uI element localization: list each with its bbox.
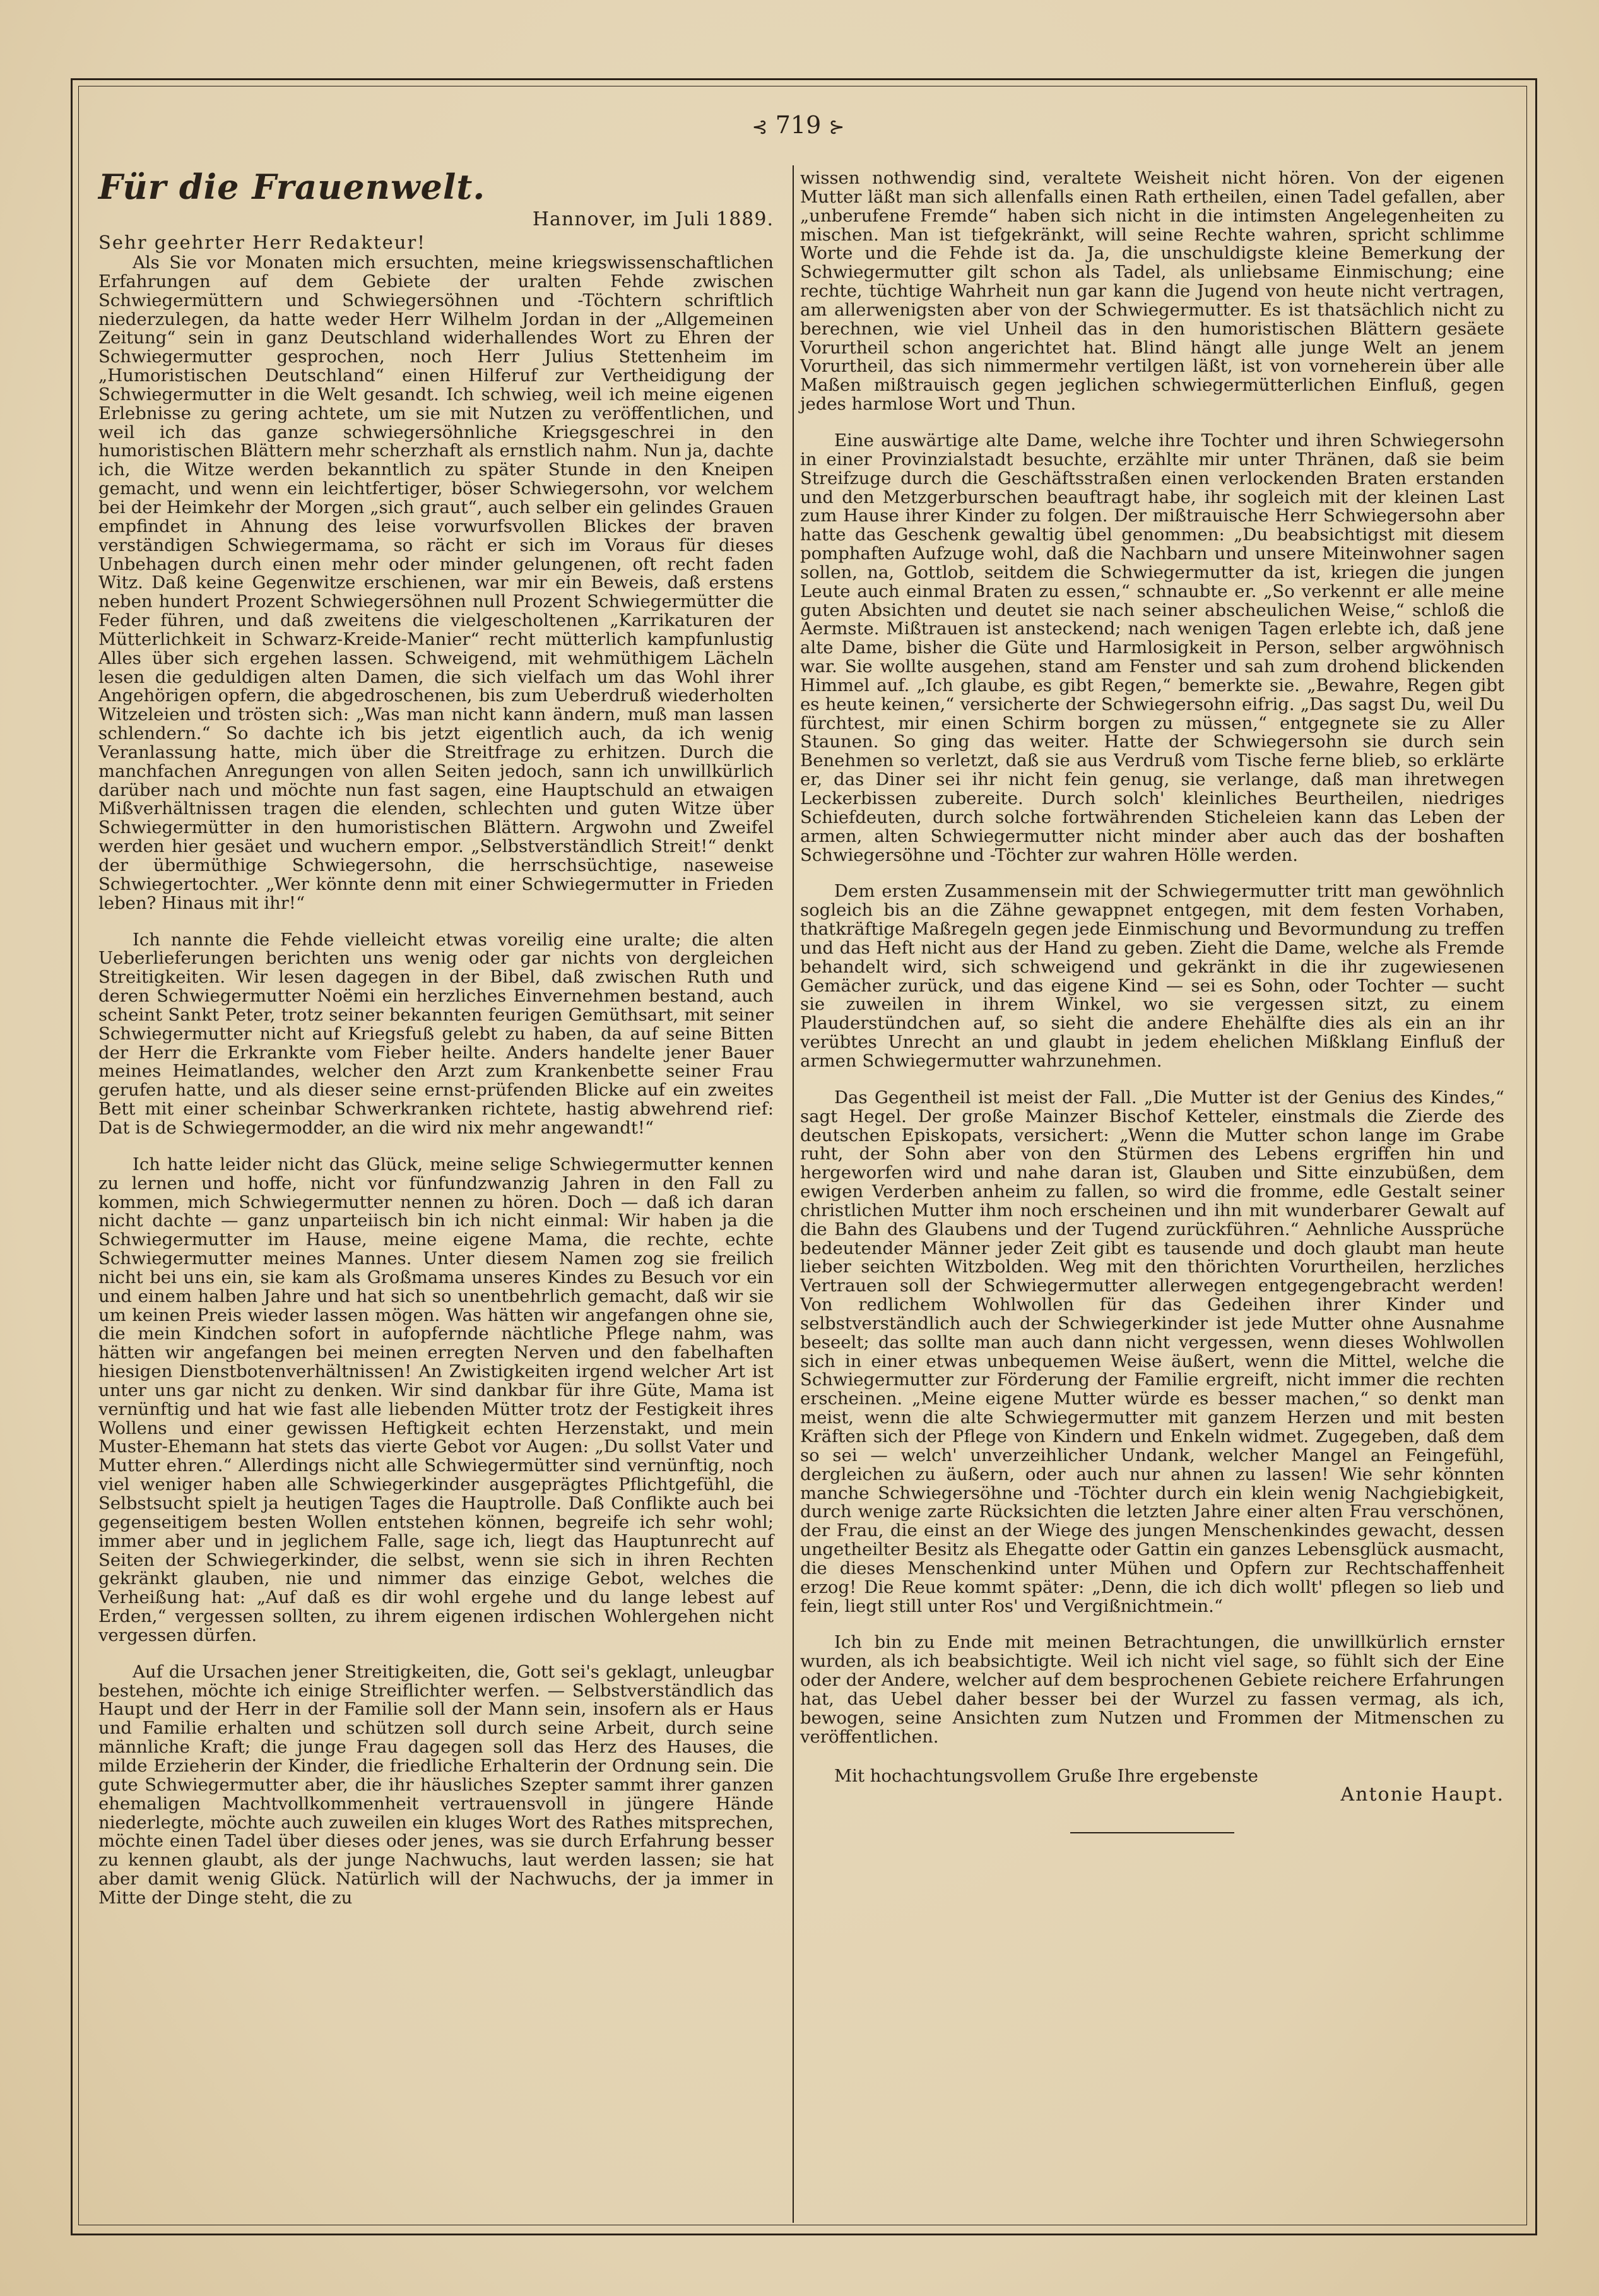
dateline: Hannover, im Juli 1889.	[532, 208, 774, 230]
end-rule	[1070, 1832, 1234, 1833]
paragraph: Ich bin zu Ende mit meinen Betrachtungen, die unwillkürlich ernster wurden, als ich beabsichtigte. Weil ich nicht viel sage, so fühlt sich der Eine oder der Andere, welcher auf dem besprochenen Gebiete reichere Erfahrungen hat, das Uebel daher besser bei der Wurzel zu fassen vermag, als ich, bewogen, seine Ansichten zum Nutzen und Frommen der Mitmenschen zu veröffentlichen.	[800, 1632, 1504, 1747]
paragraph: Auf die Ursachen jener Streitigkeiten, die, Gott sei's geklagt, unleugbar bestehen, möchte ich einige Streiflichter werfen. — Selbstverständlich das Haupt und der Herr in der Familie soll der Mann sein, insofern als er Haus und Familie erhalten und schützen soll durch seine Arbeit, durch seine männliche Kraft; die junge Frau dagegen soll das Herz des Hauses, die milde Erzieherin der Kinder, die friedliche Erhalterin der Ordnung sein. Die gute Schwiegermutter aber, die ihr häusliches Szepter sammt ihrer ganzen ehemaligen Machtvollkommenheit vertrauensvoll in jüngere Hände niederlegte, möchte auch zuweilen ein kluges Wort des Rathes mitsprechen, möchte einen Tadel über dieses oder jenes, was sie durch Erfahrung besser zu kennen glaubt, als der junge Nachwuchs, laut werden lassen; sie hat aber damit wenig Glück. Natürlich will der Nachwuchs, der ja immer in Mitte der Dinge steht, die zu	[98, 1661, 774, 1908]
left-ornament-icon: ⊰	[752, 116, 768, 138]
paragraph: Eine auswärtige alte Dame, welche ihre Tochter und ihren Schwiegersohn in einer Provinzialstadt besuchte, erzählte mir unter Thränen, daß sie beim Streifzuge durch die Geschäftsstraßen einen verlockenden Braten erstanden und den Metzgerburschen beauftragt habe, ihr sogleich mit der kleinen Last zum Hause ihrer Kinder zu folgen. Der mißtrauische Herr Schwiegersohn aber hatte das Geschenk gewaltig übel genommen: „Du beabsichtigst mit diesem pomphaften Aufzuge wohl, daß die Nachbarn und unsere Miteinwohner sagen sollen, na, Gottlob, seitdem die Schwiegermutter da ist, kriegen die jungen Leute auch einmal Braten zu essen,“ schnaubte er. „So verkennt er alle meine guten Absichten und deutet sie nach seiner abscheulichen Weise,“ schloß die Aermste. Mißtrauen ist ansteckend; nach wenigen Tagen erlebte ich, daß jene alte Dame, bisher die Güte und Harmlosigkeit in Person, selber argwöhnisch war. Sie wollte ausgehen, stand am Fenster und sah zum drohend blickenden Himmel auf. „Ich glaube, es gibt Regen,“ bemerkte sie. „Bewahre, Regen gibt es heute keinen,“ versicherte der Schwiegersohn eifrig. „Das sagst Du, weil Du fürchtest, mir einen Schirm borgen zu müssen,“ entgegnete sie zu Aller Staunen. So ging das weiter. Hatte der Schwiegersohn sie durch sein Benehmen so verletzt, daß sie aus Verdruß vom Tische ferne blieb, so erklärte er, das Diner sei ihr nicht fein genug, sie verlange, daß man ihretwegen Leckerbissen zubereite. Durch solch' kleinliches Beurtheilen, niedriges Schiefdeuten, durch solche fortwährenden Sticheleien kann das Leben der armen, alten Schwiegermutter nicht minder aber auch das der boshaften Schwiegersöhne und -Töchter zur wahren Hölle werden.	[800, 430, 1504, 865]
signature: Antonie Haupt.	[1340, 1784, 1504, 1806]
paragraph: Ich hatte leider nicht das Glück, meine selige Schwiegermutter kennen zu lernen und hoffe, nicht vor fünfundzwanzig Jahren in den Fall zu kommen, mich Schwiegermutter nennen zu hören. Doch — daß ich daran nicht dachte — ganz unparteiisch bin ich nicht einmal: Wir haben ja die Schwiegermutter im Hause, meine eigene Mama, die rechte, echte Schwiegermutter meines Mannes. Unter diesem Namen zog sie freilich nicht bei uns ein, sie kam als Großmama unseres Kindes zu Besuch vor ein und einem halben Jahre und hat sich so unentbehrlich gemacht, daß wir sie um keinen Preis wieder lassen mögen. Was hätten wir angefangen ohne sie, die mein Kindchen sofort in aufopfernde nächtliche Pflege nahm, was hätten wir angefangen bei meinen erregten Nerven und den fabelhaften hiesigen Dienstbotenverhältnissen! An Zwistigkeiten irgend welcher Art ist unter uns gar nicht zu denken. Wir sind dankbar für ihre Güte, Mama ist vernünftig und hat wie fast alle liebenden Mütter trotz der Festigkeit ihres Wollens und einer gewissen Heftigkeit echten Herzenstakt, und mein Muster-Ehemann hat stets das vierte Gebot vor Augen: „Du sollst Vater und Mutter ehren.“ Allerdings nicht alle Schwiegermütter sind vernünftig, noch viel weniger haben alle Schwiegerkinder ausgeprägtes Pflichtgefühl, die Selbstsucht spielt ja heutigen Tages die Hauptrolle. Daß Conflikte auch bei gegenseitigem besten Wollen entstehen können, begreife ich sehr wohl; immer aber und in jeglichem Falle, sage ich, liegt das Hauptunrecht auf Seiten der Schwiegerkinder, die selbst, wenn sie sich in ihren Rechten gekränkt glauben, nie und nimmer das einzige Gebot, welches die Verheißung hat: „Auf daß es dir wohl ergehe und du lange lebest auf Erden,“ vergessen sollten, zu ihrem eigenen irdischen Wohlergehen nicht vergessen dürfen.	[98, 1154, 774, 1645]
paragraph: Ich nannte die Fehde vielleicht etwas voreilig eine uralte; die alten Ueberlieferungen berichten uns wenig oder gar nichts von dergleichen Streitigkeiten. Wir lesen dagegen in der Bibel, daß zwischen Ruth und deren Schwiegermutter Noëmi ein herzliches Einvernehmen bestand, auch scheint Sankt Peter, trotz seiner bekannten feurigen Gemüthsart, mit seiner Schwiegermutter nicht auf Kriegsfuß gelebt zu haben, da auf seine Bitten der Herr die Erkrankte vom Fieber heilte. Anders handelte jener Bauer meines Heimatlandes, welcher den Arzt zum Krankenbette seiner Frau gerufen hatte, und als dieser seine ernst-prüfenden Blicke auf ein zweites Bett mit einer scheinbar Schwerkranken richtete, hastig abwehrend rief: Dat is de Schwiegermodder, an die wird nix mehr angewandt!“	[98, 929, 774, 1138]
page-number: 719	[775, 111, 822, 139]
page-number-header	[713, 106, 883, 144]
left-column	[98, 165, 774, 1908]
paragraph: Als Sie vor Monaten mich ersuchten, meine kriegswissenschaftlichen Erfahrungen auf dem Gebiete der uralten Fehde zwischen Schwiegermüttern und Schwiegersöhnen und -Töchtern schriftlich niederzulegen, da hatte weder Herr Wilhelm Jordan in der „Allgemeinen Zeitung“ sein in ganz Deutschland widerhallendes Wort zu Ehren der Schwiegermutter gesprochen, noch Herr Julius Stettenheim im „Humoristischen Deutschland“ einen Hilferuf zur Vertheidigung der Schwiegermutter in die Welt gesandt. Ich schwieg, weil ich meine eigenen Erlebnisse zu gering achtete, um sie mit Nutzen zu veröffentlichen, und weil ich das ganze schwiegersöhnliche Kriegsgeschrei in den humoristischen Blättern mehr scherzhaft als ernstlich nahm. Nun ja, dachte ich, die Witze werden bekanntlich zu später Stunde in den Kneipen gemacht, und wenn ein leichtfertiger, böser Schwiegersohn, vor welchem bei der Heimkehr der Morgen „sich graut“, auch selber ein gelindes Grauen empfindet in Ahnung des leise vorwurfsvollen Blickes der braven verständigen Schwiegermama, so rächt er sich im Voraus für dieses Unbehagen durch einen mehr oder minder gelungenen, oft recht faden Witz. Daß keine Gegenwitze erschienen, war mir ein Beweis, daß erstens neben hundert Prozent Schwiegersöhnen null Prozent Schwiegermütter die Feder führen, und daß zweitens die vielgescholtenen „Karrikaturen der Mütterlichkeit in Schwarz-Kreide-Manier“ recht mütterlich kampfunlustig Alles über sich ergehen lassen. Schweigend, mit wehmüthigem Lächeln lesen die geduldigen alten Damen, die sich vielfach um das Wohl ihrer Angehörigen opfern, die abgedroschenen, bis zum Ueberdruß wiederholten Witzeleien und trösten sich: „Was man nicht kann ändern, muß man lassen schlendern.“ So dachte ich bis jetzt eigentlich auch, da ich wenig Veranlassung hatte, mich über die Streitfrage zu erhitzen. Durch die manchfachen Anregungen von allen Seiten jedoch, sann ich unwillkürlich darüber nach und möchte nun fast sagen, eine Hauptschuld an etwaigen Mißverhältnissen tragen die elenden, schlechten und guten Witze über Schwiegermütter in den humoristischen Blättern. Argwohn und Zweifel werden hier gesäet und wuchern empor. „Selbstverständlich Streit!“ denkt der übermüthige Schwiegersohn, die herrschsüchtige, naseweise Schwiegertochter. „Wer könnte denn mit einer Schwiegermutter in Frieden leben? Hinaus mit ihr!“	[98, 252, 774, 913]
paragraph: wissen nothwendig sind, veraltete Weisheit nicht hören. Von der eigenen Mutter läßt man sich allenfalls einen Rath ertheilen, einen Tadel gefallen, aber „unberufene Fremde“ haben sich nicht in die intimsten Angelegenheiten zu mischen. Man ist tiefgekränkt, will seine Rechte wahren, spricht schlimme Worte und die Fehde ist da. Ja, die unschuldigste kleine Bemerkung der Schwiegermutter gilt schon als Tadel, als unliebsame Einmischung; eine rechte, tüchtige Wahrheit nun gar kann die Jugend von heute nicht vertragen, am allerwenigsten aber von der Schwiegermutter. Es ist thatsächlich nicht zu berechnen, wie viel Unheil das in den humoristischen Blättern gesäete Vorurtheil schon angerichtet hat. Blind hängt alle junge Welt an jenem Vorurtheil, das sich nimmermehr vertilgen läßt, ist von vorneherein über alle Maßen mißtrauisch gegen jeglichen schwiegermütterlichen Einfluß, gegen jedes harmlose Wort und Thun.	[800, 168, 1504, 415]
paragraph: Dem ersten Zusammensein mit der Schwiegermutter tritt man gewöhnlich sogleich bis an die Zähne gewappnet entgegen, mit dem festen Vorhaben, thatkräftige Maßregeln gegen jede Einmischung und Bevormundung zu treffen und das Heft nicht aus der Hand zu geben. Zieht die Dame, welche als Fremde behandelt wird, sich schweigend und gekränkt in die ihr zugewiesenen Gemächer zurück, und das eigene Kind — sei es Sohn, oder Tochter — sucht sie zuweilen in ihrem Winkel, wo sie vergessen sitzt, zu einem Plauderstündchen auf, so sieht die andere Ehehälfte dies als ein an ihr verübtes Unrecht an und glaubt in jedem ehelichen Mißklang Einfluß der armen Schwiegermutter wahrzunehmen.	[800, 881, 1504, 1071]
article-title: Für die Frauenwelt.	[98, 167, 486, 207]
paragraph: Das Gegentheil ist meist der Fall. „Die Mutter ist der Genius des Kindes,“ sagt Hegel. Der große Mainzer Bischof Ketteler, einstmals die Zierde des deutschen Episkopats, versichert: „Wenn die Mutter schon lange im Grabe ruht, der Sohn aber von den Stürmen des Lebens ergriffen hin und hergeworfen wird und nahe daran ist, Glauben und Sitte einzubüßen, dem ewigen Verderben anheim zu fallen, so wird die fromme, edle Gestalt seiner christlichen Mutter ihm noch erscheinen und ihn mit wunderbarer Gewalt auf die Bahn des Glaubens und der Tugend zurückführen.“ Aehnliche Aussprüche bedeutender Männer jeder Zeit gibt es tausende und doch glaubt man heute lieber seichten Witzbolden. Weg mit den thörichten Vorurtheilen, herzliches Vertrauen soll der Schwiegermutter allerwegen entgegengebracht werden! Von redlichem Wohlwollen für das Gedeihen ihrer Kinder und selbstverständlich auch der Schwiegerkinder ist jede Mutter ohne Ausnahme beseelt; das sollte man auch dann nicht vergessen, wenn dieses Wohlwollen sich in einer etwas unbequemen Weise äußert, wenn die Mittel, welche die Schwiegermutter zur Förderung der Familie ergreift, nicht immer die rechten erscheinen. „Meine eigene Mutter würde es besser machen,“ so denkt man meist, wenn die alte Schwiegermutter mit ganzem Herzen und mit besten Kräften sich der Pflege von Kindern und Enkeln widmet. Zugegeben, daß dem so sei — welch' unverzeihlicher Undank, welcher Mangel an Feingefühl, dergleichen zu äußern, oder auch nur ahnen zu lassen! Wie sehr könnten manche Schwiegersöhne und -Töchter durch ein klein wenig Nachgiebigkeit, durch wenige zarte Rücksichten die letzten Jahre einer alten Frau verschönen, der Frau, die einst an der Wiege des jungen Menschenkindes gewacht, dessen ungetheilter Besitz als Ehegatte oder Gattin ein ganzes Lebensglück ausmacht, die dieses Menschenkind unter Mühen und Opfern zur Rechtschaffenheit erzog! Die Reue kommt später: „Denn, die ich dich wollt' pflegen so lieb und fein, liegt still unter Ros' und Vergißnichtmein.“	[800, 1087, 1504, 1616]
column-divider	[793, 165, 794, 2223]
right-ornament-icon: ⊱	[829, 116, 845, 138]
salutation: Sehr geehrter Herr Redakteur!	[98, 232, 426, 253]
right-column	[800, 169, 1504, 1833]
closing-line: Mit hochachtungsvollem Gruße Ihre ergebenste	[834, 1765, 1258, 1786]
